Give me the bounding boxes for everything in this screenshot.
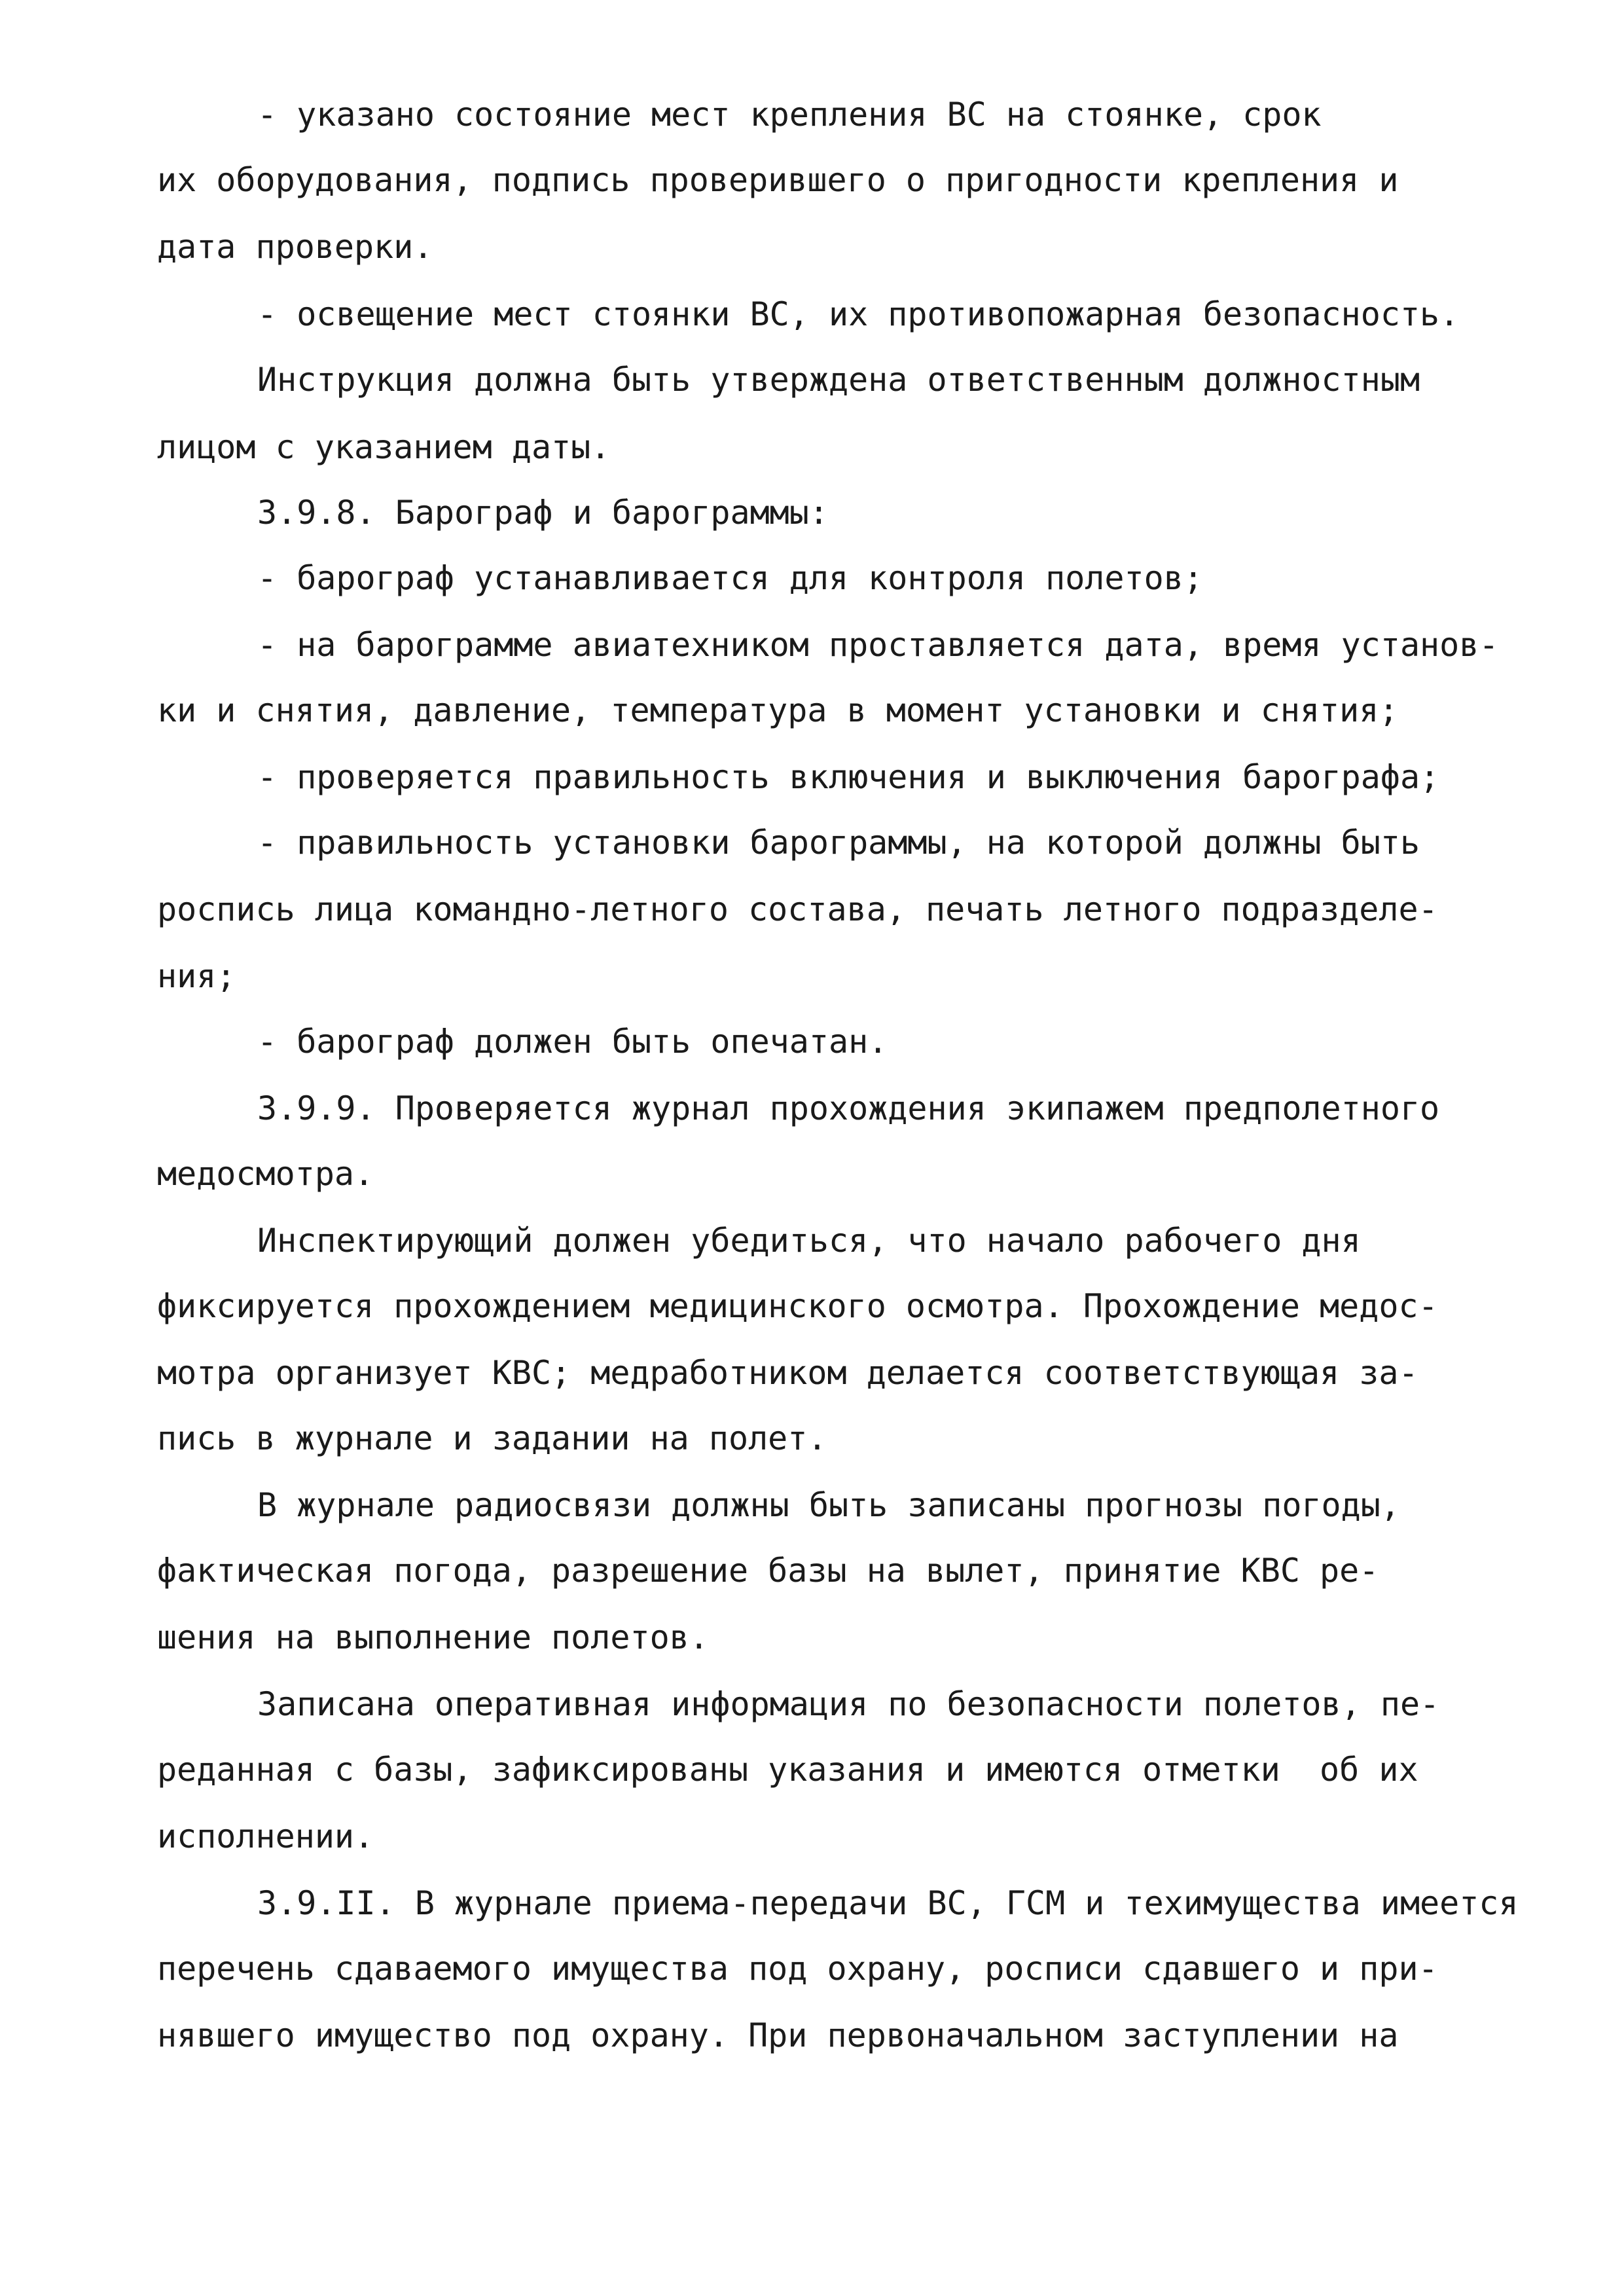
text-line: реданная с базы, зафиксированы указания и имеются отметки об их	[157, 1751, 1418, 1789]
text-line: пись в журнале и задании на полет.	[157, 1419, 827, 1457]
text-line: - правильность установки барограммы, на которой должны быть	[257, 824, 1420, 862]
text-line: В журнале радиосвязи должны быть записаны прогнозы погоды,	[257, 1486, 1400, 1524]
text-line: перечень сдаваемого имущества под охрану, росписи сдавшего и при-	[157, 1950, 1438, 1988]
text-line: - на барограмме авиатехником проставляется дата, время установ-	[257, 626, 1499, 664]
text-line: Инструкция должна быть утверждена ответственным должностным	[257, 361, 1420, 399]
text-line: мотра организует КВС; медработником делается соответствующая за-	[157, 1354, 1418, 1392]
section-heading: 3.9.9. Проверяется журнал прохождения экипажем предполетного	[257, 1089, 1440, 1127]
section-heading: 3.9.8. Барограф и барограммы:	[257, 494, 829, 532]
text-line: ния;	[157, 957, 236, 995]
text-line: - барограф должен быть опечатан.	[257, 1023, 888, 1061]
text-line: ки и снятия, давление, температура в момент установки и снятия;	[157, 691, 1399, 729]
text-line: шения на выполнение полетов.	[157, 1618, 709, 1656]
text-line: фиксируется прохождением медицинского осмотра. Прохождение медос-	[157, 1287, 1438, 1325]
text-line: - указано состояние мест крепления ВС на стоянке, срок	[257, 96, 1322, 134]
text-line: - освещение мест стоянки ВС, их противопожарная безопасность.	[257, 295, 1460, 333]
text-line: - барограф устанавливается для контроля полетов;	[257, 559, 1203, 597]
text-line: нявшего имущество под охрану. При первоначальном заступлении на	[157, 2016, 1399, 2054]
text-line: медосмотра.	[157, 1155, 374, 1193]
text-line: роспись лица командно-летного состава, печать летного подразделе-	[157, 890, 1438, 928]
text-line: лицом с указанием даты.	[157, 428, 611, 466]
section-heading: 3.9.II. В журнале приема-передачи ВС, ГСМ и техимущества имеется	[257, 1884, 1519, 1922]
text-line: их оборудования, подпись проверившего о пригодности крепления и	[157, 161, 1399, 199]
text-line: исполнении.	[157, 1817, 374, 1855]
text-line: дата проверки.	[157, 228, 433, 266]
text-line: Инспектирующий должен убедиться, что начало рабочего дня	[257, 1222, 1361, 1260]
text-line: - проверяется правильность включения и выключения барографа;	[257, 758, 1440, 796]
text-line: Записана оперативная информация по безопасности полетов, пе-	[257, 1685, 1440, 1723]
text-line: фактическая погода, разрешение базы на вылет, принятие КВС ре-	[157, 1552, 1379, 1590]
